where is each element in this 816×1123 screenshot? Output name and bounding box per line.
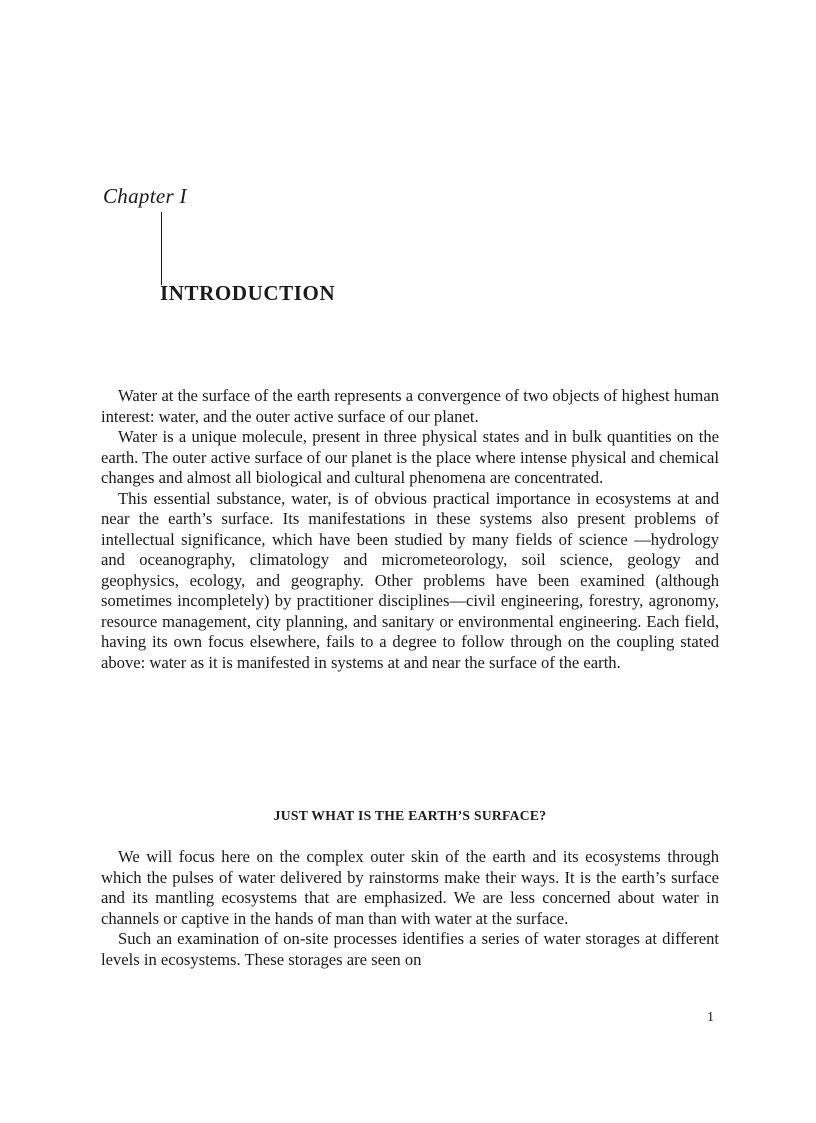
paragraph: This essential substance, water, is of obvious practical importance in ecosystems at and near the earth’s surface. Its manifestations in these systems also present problems of intellectual significance, which have been studied by many fields of science —hydrology and oceanography, climatology and micrometeorology, soil science, geology and geophysics, ecology, and geography. Other problems have been examined (although sometimes incompletely) by practitioner disciplines—civil engineering, forestry, agronomy, resource management, city planning, and sanitary or environmental engineering. Each field, having its own focus elsewhere, fails to a degree to follow through on the coupling stated above: water as it is manifested in systems at and near the surface of the earth. bbox=[101, 488, 719, 672]
page-number: 1 bbox=[707, 1010, 714, 1025]
paragraph: Water is a unique molecule, present in three physical states and in bulk quantities on the earth. The outer active surface of our planet is the place where intense physical and chemical changes and almost all biological and cultural phenomena are concentrated. bbox=[101, 427, 719, 487]
paragraph: Such an examination of on-site processes identifies a series of water storages at different levels in ecosystems. These storages are seen on bbox=[101, 929, 719, 969]
chapter-title: INTRODUCTION bbox=[160, 281, 336, 305]
section-heading: JUST WHAT IS THE EARTH’S SURFACE? bbox=[273, 808, 547, 823]
paragraph: We will focus here on the complex outer skin of the earth and its ecosystems through which the pulses of water delivered by rainstorms make their ways. It is the earth’s surface and its mantling ecosystems that are emphasized. We are less concerned about water in channels or captive in the hands of man than with water at the surface. bbox=[101, 847, 719, 928]
chapter-label: Chapter I bbox=[103, 184, 187, 208]
chapter-divider-rule bbox=[161, 212, 162, 285]
section-body-text bbox=[101, 847, 719, 970]
intro-body-text bbox=[101, 386, 719, 673]
paragraph: Water at the surface of the earth represents a convergence of two objects of highest human interest: water, and the outer active surface of our planet. bbox=[101, 386, 719, 426]
